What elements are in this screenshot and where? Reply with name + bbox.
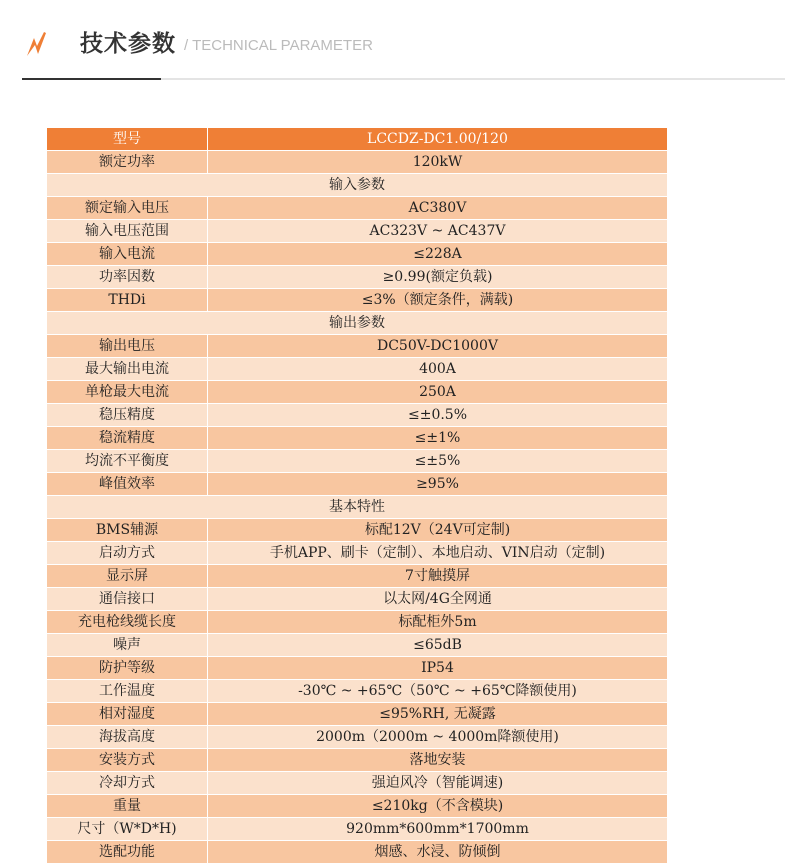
spec-value: ≥95%: [208, 473, 668, 496]
spec-value: 920mm*600mm*1700mm: [208, 818, 668, 841]
spec-value: ≤±5%: [208, 450, 668, 473]
spec-label: 稳压精度: [47, 404, 208, 427]
spec-label: 充电枪线缆长度: [47, 611, 208, 634]
spec-label: 输入电流: [47, 243, 208, 266]
spec-value: 7寸触摸屏: [208, 565, 668, 588]
spec-value: 强迫风冷（智能调速): [208, 772, 668, 795]
spec-row: [47, 726, 668, 749]
spec-row: [47, 404, 668, 427]
spec-value: AC380V: [208, 197, 668, 220]
spec-value: 2000m（2000m ~ 4000m降额使用): [208, 726, 668, 749]
spec-section-row: [47, 312, 668, 335]
spec-row: [47, 381, 668, 404]
spec-row: [47, 657, 668, 680]
spec-label: 防护等级: [47, 657, 208, 680]
spec-label: 均流不平衡度: [47, 450, 208, 473]
spec-value: ≤65dB: [208, 634, 668, 657]
spec-label: 尺寸（W*D*H): [47, 818, 208, 841]
spec-value: DC50V-DC1000V: [208, 335, 668, 358]
spec-label: 最大输出电流: [47, 358, 208, 381]
spec-row: [47, 841, 668, 864]
spec-value: AC323V ~ AC437V: [208, 220, 668, 243]
header-divider-accent: [22, 78, 161, 80]
spec-table: [46, 127, 668, 864]
spec-row: [47, 243, 668, 266]
spec-row: [47, 772, 668, 795]
spec-row: [47, 818, 668, 841]
spec-row: [47, 634, 668, 657]
spec-row: [47, 427, 668, 450]
spec-value: ≤±1%: [208, 427, 668, 450]
spec-label: 通信接口: [47, 588, 208, 611]
spec-label: THDi: [47, 289, 208, 312]
spec-section-title: 输入参数: [47, 174, 668, 197]
page-title: 技术参数: [80, 31, 176, 57]
spec-label: 选配功能: [47, 841, 208, 864]
spec-row: [47, 266, 668, 289]
spec-row: [47, 151, 668, 174]
spec-label: 峰值效率: [47, 473, 208, 496]
spec-row: [47, 289, 668, 312]
spec-value: 烟感、水浸、防倾倒: [208, 841, 668, 864]
spec-label: 海拔高度: [47, 726, 208, 749]
spec-row: [47, 220, 668, 243]
spec-section-row: [47, 174, 668, 197]
spec-value: ≤95%RH, 无凝露: [208, 703, 668, 726]
spec-value: ≤210kg（不含模块): [208, 795, 668, 818]
spec-row: [47, 680, 668, 703]
spec-label: 安装方式: [47, 749, 208, 772]
spec-value: 以太网/4G全网通: [208, 588, 668, 611]
spec-section-row: [47, 496, 668, 519]
spec-value: ≥0.99(额定负载): [208, 266, 668, 289]
spec-row: [47, 542, 668, 565]
spec-section-title: 基本特性: [47, 496, 668, 519]
spec-label: 相对湿度: [47, 703, 208, 726]
spec-label: 显示屏: [47, 565, 208, 588]
spec-label: 启动方式: [47, 542, 208, 565]
spec-value: ≤228A: [208, 243, 668, 266]
spec-row: [47, 519, 668, 542]
spec-value: 120kW: [208, 151, 668, 174]
spec-row: [47, 749, 668, 772]
spec-value: -30℃ ~ +65℃（50℃ ~ +65℃降额使用): [208, 680, 668, 703]
spec-label: 额定功率: [47, 151, 208, 174]
spec-value: ≤±0.5%: [208, 404, 668, 427]
spec-label: 输入电压范围: [47, 220, 208, 243]
lightning-bolt-icon: [24, 30, 48, 60]
spec-table-header-row: [47, 128, 668, 151]
spec-row: [47, 588, 668, 611]
spec-label: 稳流精度: [47, 427, 208, 450]
spec-row: [47, 358, 668, 381]
spec-value: 手机APP、刷卡（定制）、本地启动、VIN启动（定制): [208, 542, 668, 565]
spec-value: ≤3%（额定条件，满载): [208, 289, 668, 312]
spec-label: 重量: [47, 795, 208, 818]
spec-section-title: 输出参数: [47, 312, 668, 335]
spec-row: [47, 611, 668, 634]
spec-row: [47, 795, 668, 818]
page-subtitle: / TECHNICAL PARAMETER: [184, 37, 373, 54]
spec-row: [47, 197, 668, 220]
spec-row: [47, 703, 668, 726]
spec-label: 功率因数: [47, 266, 208, 289]
spec-row: [47, 565, 668, 588]
spec-label: 噪声: [47, 634, 208, 657]
section-header: [22, 20, 785, 82]
spec-label: 单枪最大电流: [47, 381, 208, 404]
spec-row: [47, 473, 668, 496]
spec-header-value: LCCDZ-DC1.00/120: [208, 128, 668, 151]
spec-header-label: 型号: [47, 128, 208, 151]
spec-label: 冷却方式: [47, 772, 208, 795]
spec-label: 额定输入电压: [47, 197, 208, 220]
spec-label: BMS辅源: [47, 519, 208, 542]
spec-value: 落地安装: [208, 749, 668, 772]
spec-value: 400A: [208, 358, 668, 381]
spec-label: 输出电压: [47, 335, 208, 358]
spec-row: [47, 450, 668, 473]
spec-value: IP54: [208, 657, 668, 680]
spec-value: 标配12V（24V可定制): [208, 519, 668, 542]
spec-row: [47, 335, 668, 358]
spec-value: 250A: [208, 381, 668, 404]
spec-value: 标配柜外5m: [208, 611, 668, 634]
spec-label: 工作温度: [47, 680, 208, 703]
